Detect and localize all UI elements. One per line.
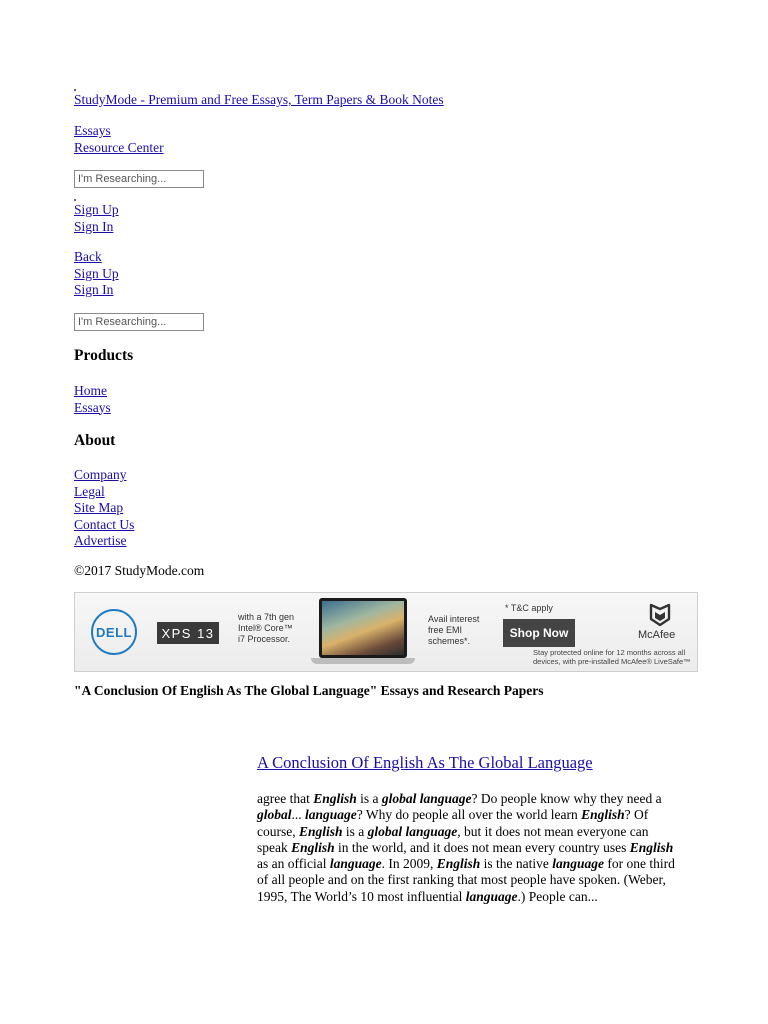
auth-marker [74,199,76,201]
back-link[interactable]: Back [74,249,102,264]
ad-banner[interactable] [74,592,698,672]
products-home-link[interactable]: Home [74,383,107,398]
mcafee-logo-text: McAfee [638,629,676,641]
mobile-sign-in-link[interactable]: Sign In [74,282,114,297]
top-marker [74,89,76,91]
mobile-sign-up-link[interactable]: Sign Up [74,265,119,281]
mobile-search-input[interactable] [74,313,204,331]
result-snippet: agree that English is a global language? Do people know why they need a global... language? Why do people all over the world learn English? Of course, English is a global language, but it does not mean everyone can speak English in the world, and it does not mean every country uses English as an official language. In 2009, English is the native language for one third of all people and on the first ranking that most people have spoken. (Weber, 1995, The World’s 10 most influential language.) People can... [257,791,675,904]
nav-essays-link[interactable]: Essays [74,123,111,138]
dell-logo: DELL [91,609,137,655]
shop-now-button[interactable]: Shop Now [503,619,575,647]
tc-text: * T&C apply [505,603,553,613]
results-title: "A Conclusion Of English As The Global Language" Essays and Research Papers [74,683,544,698]
mobile-menu [74,249,119,299]
sign-up-link[interactable]: Sign Up [74,202,119,217]
brand-link[interactable]: StudyMode - Premium and Free Essays, Term Papers & Book Notes [74,92,444,107]
xps-model-badge: XPS 13 [157,622,219,644]
auth-links [74,202,119,235]
result-title-link[interactable]: A Conclusion Of English As The Global Language [257,753,593,772]
products-list [74,383,111,416]
nav-resource-center-link[interactable]: Resource Center [74,139,164,155]
ad-fine-print: Stay protected online for 12 months across all devices, with pre-installed McAfee® LiveSafe™ [533,648,691,666]
about-site-map-link[interactable]: Site Map [74,500,124,515]
search-input[interactable] [74,170,204,188]
sign-in-link[interactable]: Sign In [74,218,114,234]
about-legal-link[interactable]: Legal [74,483,105,499]
main-nav [74,123,164,156]
about-company-link[interactable]: Company [74,467,127,482]
emi-text: Avail interest free EMI schemes*. [428,614,480,646]
about-heading: About [74,432,116,449]
about-contact-us-link[interactable]: Contact Us [74,516,135,532]
products-heading: Products [74,347,134,364]
laptop-image [311,598,415,668]
about-list [74,467,134,550]
copyright-text: ©2017 StudyMode.com [74,563,205,578]
mcafee-shield-icon [649,603,671,627]
processor-text: with a 7th gen Intel® Core™ i7 Processor. [238,612,295,644]
about-advertise-link[interactable]: Advertise [74,533,127,548]
products-essays-link[interactable]: Essays [74,399,111,415]
